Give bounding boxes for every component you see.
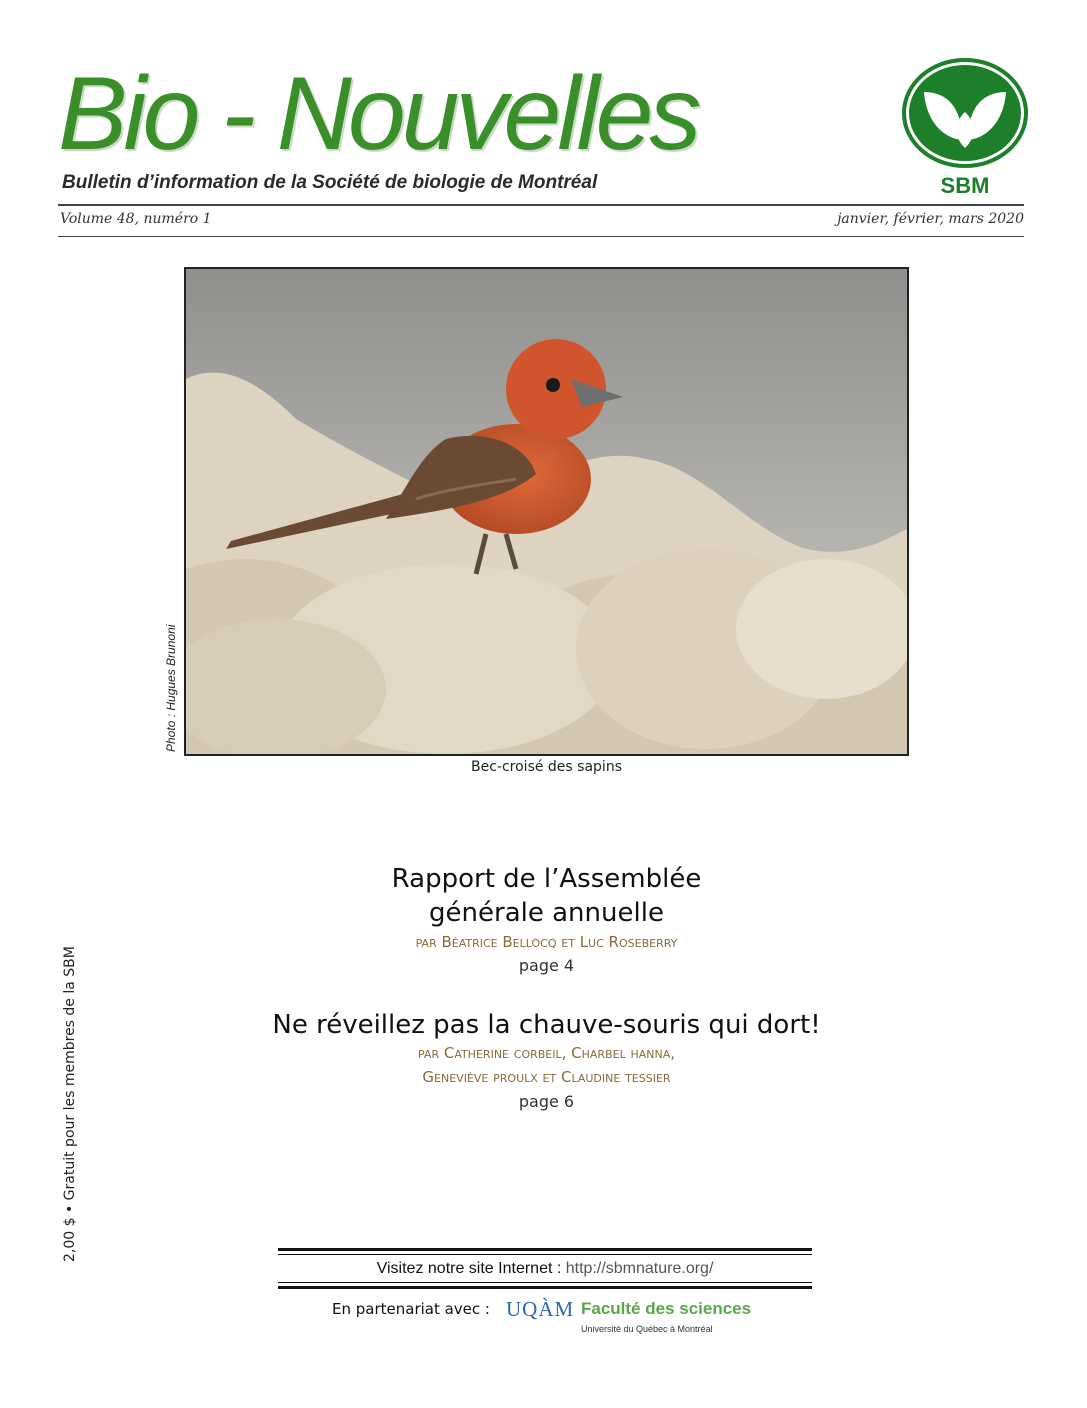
footer-divider — [278, 1254, 812, 1255]
sbm-logo — [902, 58, 1028, 203]
footer-divider — [278, 1286, 812, 1289]
leaf-icon — [902, 58, 1028, 168]
logo-text: SBM — [940, 173, 990, 198]
partner-label: En partenariat avec : — [332, 1300, 490, 1318]
uqam-logo: UQÀM — [506, 1297, 575, 1321]
article-title: générale annuelle — [429, 898, 664, 928]
volume-number: Volume 48, numéro 1 — [60, 211, 212, 227]
header-divider-bottom — [58, 236, 1024, 237]
newsletter-subtitle: Bulletin d’information de la Société de biologie de Montréal — [62, 172, 598, 193]
photo-caption: Bec-croisé des sapins — [471, 759, 622, 775]
cover-photo — [184, 267, 909, 756]
website-line — [278, 1260, 812, 1278]
price-note: 2,00 $ • Gratuit pour les membres de la SBM — [62, 946, 78, 1262]
faculty-name: Faculté des sciences — [581, 1299, 752, 1318]
article-authors: par Béatrice Bellocq et Luc Roseberry — [415, 933, 678, 951]
issue-date: janvier, février, mars 2020 — [837, 211, 1024, 227]
article-page: page 6 — [518, 1092, 575, 1111]
website-label: Visitez notre site Internet : — [376, 1260, 562, 1277]
article-page: page 4 — [518, 956, 575, 975]
university-name: Université du Québec à Montréal — [581, 1324, 713, 1334]
footer-divider — [278, 1282, 812, 1283]
footer-divider — [278, 1248, 812, 1251]
article-authors: par Catherine corbeil, Charbel hanna, — [417, 1044, 676, 1062]
article-title: Rapport de l’Assemblée — [391, 864, 702, 894]
article-title: Ne réveillez pas la chauve-souris qui dort! — [272, 1010, 821, 1040]
header-divider-top — [58, 204, 1024, 206]
newsletter-title: Bio - Nouvelles — [58, 56, 698, 172]
photo-credit: Photo : Hugues Brunoni — [164, 624, 178, 752]
website-link[interactable]: http://sbmnature.org/ — [565, 1260, 714, 1277]
article-authors: Geneviève proulx et Claudine tessier — [422, 1068, 671, 1086]
